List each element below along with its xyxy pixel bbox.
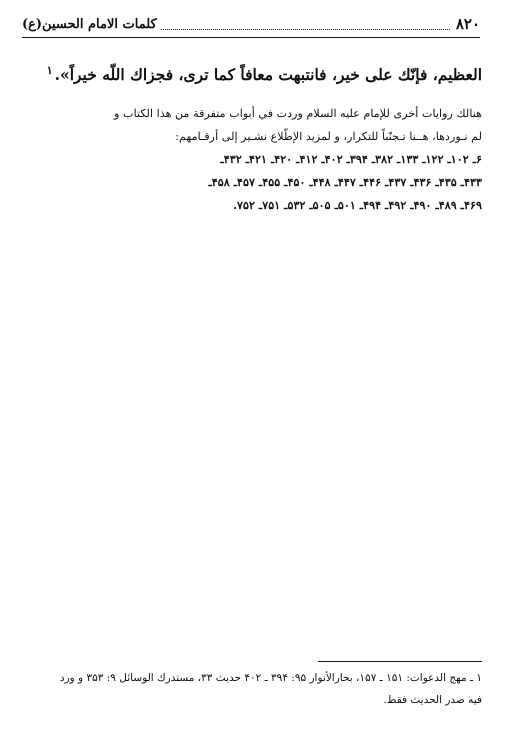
header-dot-leader xyxy=(161,19,450,30)
footnote-line: ۱ ـ مهج الدعوات: ۱۵۱ ـ ۱۵۷، بحارالأنوار ۹۵: ۳۹۴ ـ ۴۰۲ حديث ۳۳، مستدرك الوسائل ۹: ۳۵۳ و ورد xyxy=(59,672,482,684)
reference-numbers-line: ۶ـ ۱۰۲ـ ۱۲۲ـ ۱۳۳ـ ۳۸۲ـ ۳۹۴ـ ۴۰۲ـ ۴۱۲ـ ۴۲۰ـ ۴۲۱ـ ۴۳۲ـ xyxy=(220,152,482,166)
related-narrations-paragraph xyxy=(34,102,482,217)
lead-text: العظيم، فإنّك على خير، فانتبهت معافاً كما ترى، فجزاك اللّه خيراً». xyxy=(54,65,482,85)
footnote-divider xyxy=(318,661,482,662)
body-line: لم نـوردها، هــنا تـجنّباً للتكرار، و لمزيد الإطّلاع نشـير إلى أرقـامهم: xyxy=(175,130,482,143)
page-number: ۸۲۰ xyxy=(455,15,480,33)
quoted-text-ending xyxy=(40,60,482,86)
reference-numbers-line: ۴۳۳ـ ۴۳۵ـ ۴۳۶ـ ۴۳۷ـ ۴۴۶ـ ۴۴۷ـ ۴۴۸ـ ۴۵۰ـ ۴۵۵ـ ۴۵۷ـ ۴۵۸ـ xyxy=(208,175,482,189)
running-header xyxy=(22,14,480,34)
header-divider xyxy=(22,37,480,38)
book-title: كلمات الامام الحسين(ع) xyxy=(22,16,157,32)
body-line: هنالك روايات أخرى للإمام عليه السلام وردت في أبواب متفرقة من هذا الكتاب و xyxy=(114,107,482,120)
footnote-line: فيه صدر الحديث فقط. xyxy=(383,694,482,706)
reference-numbers-line: ۴۶۹ـ ۴۸۹ـ ۴۹۰ـ ۴۹۲ـ ۴۹۴ـ ۵۰۱ـ ۵۰۵ـ ۵۳۲ـ ۷۵۱ـ ۷۵۲. xyxy=(233,198,482,212)
footnote-ref: ۱ xyxy=(46,64,53,77)
footnote xyxy=(34,667,482,711)
